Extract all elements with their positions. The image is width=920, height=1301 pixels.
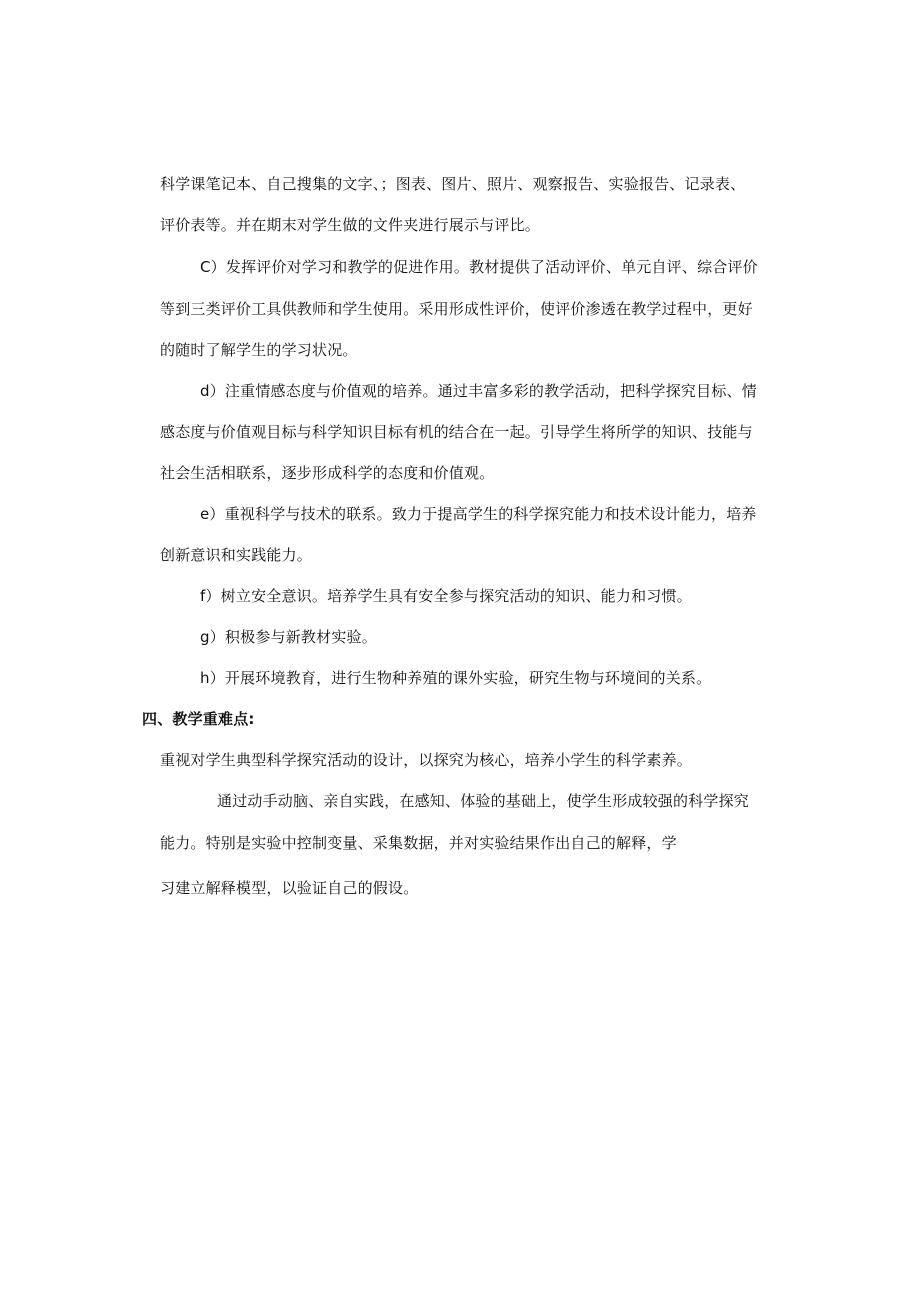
- paragraph-line-11: f）树立安全意识。培养学生具有安全参与探究活动的知识、能力和习惯。: [200, 587, 692, 605]
- paragraph-line-2: 评价表等。并在期末对学生做的文件夹进行展示与评比。: [160, 216, 541, 234]
- section-heading: 四、教学重难点:: [142, 710, 255, 728]
- paragraph-line-6: d）注重情感态度与价值观的培养。通过丰富多彩的教学活动，把科学探究目标、情: [200, 382, 757, 400]
- paragraph-line-12: g）积极参与新教材实验。: [200, 628, 377, 646]
- paragraph-line-16: 通过动手动脑、亲自实践，在感知、体验的基础上，使学生形成较强的科学探究: [217, 792, 750, 810]
- paragraph-line-10: 创新意识和实践能力。: [160, 546, 313, 564]
- paragraph-line-17: 能力。特别是实验中控制变量、采集数据，并对实验结果作出自己的解释，学: [160, 834, 677, 852]
- paragraph-line-18: 习建立解释模型，以验证自己的假设。: [160, 879, 419, 897]
- paragraph-line-8: 社会生活相联系，逐步形成科学的态度和价值观。: [160, 464, 495, 482]
- paragraph-line-1: 科学课笔记本、自己搜集的文字、；图表、图片、照片、观察报告、实验报告、记录表、: [160, 175, 746, 193]
- paragraph-line-15: 重视对学生典型科学探究活动的设计，以探究为核心，培养小学生的科学素养。: [160, 751, 693, 769]
- paragraph-line-4: 等到三类评价工具供教师和学生使用。采用形成性评价，使评价渗透在教学过程中，更好: [160, 300, 753, 318]
- paragraph-line-3: C）发挥评价对学习和教学的促进作用。教材提供了活动评价、单元自评、综合评价: [200, 258, 758, 276]
- paragraph-line-7: 感态度与价值观目标与科学知识目标有机的结合在一起。引导学生将所学的知识、技能与: [160, 423, 753, 441]
- paragraph-line-9: e）重视科学与技术的联系。致力于提高学生的科学探究能力和技术设计能力，培养: [200, 505, 757, 523]
- paragraph-line-5: 的随时了解学生的学习状况。: [160, 341, 358, 359]
- paragraph-line-13: h）开展环境教育，进行生物种养殖的课外实验，研究生物与环境间的关系。: [200, 669, 712, 687]
